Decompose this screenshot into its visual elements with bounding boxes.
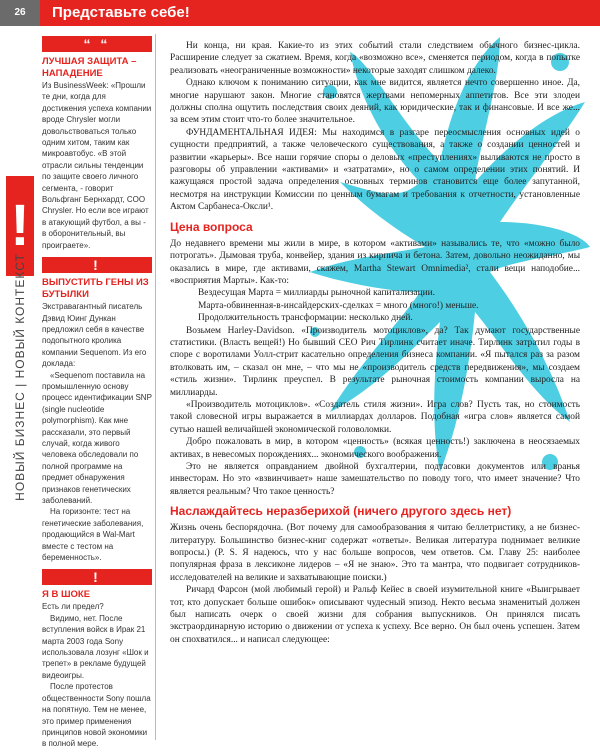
vertical-strip <box>0 26 40 750</box>
list-item: Марта-обвиненная-в-инсайдерских-сделках = много (много!) меньше. <box>198 300 479 311</box>
article-paragraph: Ричард Фарсон (мой любимый герой) и Ральф Кейес в своей изумительной книге «Выигрывает тот, кто допускает больше ошибок» описывают чудесный эпизод. Некто весьма знаменитый должен был написать очерк о своей жизни для собрания выпускников. Он принялся писать экстраординарную историю о движении от успеха к успеху. Все верно. Он был очень успешен. Затем он спохватился... и написал следующее: <box>170 585 580 645</box>
sidebar-paragraph: Экстравагантный писатель Дэвид Юинг Дункан предложил себя в качестве подопытного кролика компании Sequenom. Из его доклада: <box>42 302 147 369</box>
exclamation-icon: ! <box>6 176 34 276</box>
article-paragraph: Это не является оправданием двойной бухгалтерии, подтасовки документов или вранья инвесторам. Но это «взвинчивает» наше замешательство по поводу того, что имеет значение? Что является реальным? Что такое ценность? <box>170 462 580 497</box>
vertical-label-text: НОВЫЙ БИЗНЕС | НОВЫЙ КОНТЕКСТ <box>13 253 27 501</box>
exclamation-icon: ! <box>42 569 152 585</box>
sidebar <box>42 36 152 756</box>
article-paragraph: Ни конца, ни края. Какие-то из этих событий стали следствием обычного бизнес-цикла. Расширение следует за сжатием. Время, когда «возможно все», сменяется периодом, когда в попытке реализовать «неограниченные возможности» некоторые заходят слишком далеко. <box>170 41 580 76</box>
main-article <box>170 40 580 646</box>
sidebar-paragraph: Видимо, нет. После вступления войск в Ирак 21 марта 2003 года Sony использовала лозунг «Шок и трепет» в рекламе будущей видеоигры. <box>42 613 149 680</box>
vertical-section-label <box>8 253 32 501</box>
sidebar-block-3 <box>42 569 152 749</box>
section-heading: Цена вопроса <box>170 219 253 234</box>
sidebar-block-2 <box>42 257 152 563</box>
section-heading: Наслаждайтесь неразберихой (ничего другого здесь нет) <box>170 504 512 519</box>
sidebar-paragraph: Из BusinessWeek: «Прошли те дни, когда для достижения успеха компании вроде Chrysler могли довольствоваться только одним хитом, таким как микроавтобус. «В этой отрасли сильны тенденции по защите своего личного сегмента, - говорит Вольфганг Бернхардт, COO Chrysler. Но если все играют в атакующий футбол, а вы - в оборонительный, вы проиграете». <box>42 81 152 250</box>
article-paragraph: ФУНДАМЕНТАЛЬНАЯ ИДЕЯ: Мы находимся в разгаре переосмысления основных идей о сущности предприятий, а также человеческого существования, а также о создании ценностей и развитии «карьеры». Все наши горячие споры о деловых «преступлениях» выливаются не просто в разговоры об управлении «активами» и «затратами», но о самом определении этих понятий. И кажущаяся простой задача определения основных терминов становится еще более запутанной, несмотря на инструкции Комиссии по ценным бумагам и требования к отчетности, установленные Актом Сарбанеса-Оксли¹. <box>170 127 580 213</box>
article-paragraph: До недавнего времени мы жили в мире, в котором «активами» назывались те, что «можно было потрогать». Дымовая труба, конвейер, здания из кирпича и бетона. Затем, довольно неожиданно, мы оказались в мире, где активами, скажем, Martha Stewart Omnimedia², стали вещи наподобие... «восприятия Марты». Как-то: <box>170 238 580 286</box>
sidebar-heading: ЛУЧШАЯ ЗАЩИТА – НАПАДЕНИЕ <box>42 56 137 79</box>
sidebar-heading: ВЫПУСТИТЬ ГЕНЫ ИЗ БУТЫЛКИ <box>42 277 149 301</box>
article-paragraph: Возьмем Harley-Davidson. «Производитель мотоциклов», да? Так думают государственные статистики. (Власть вещей!) Но бывший CEO Рич Тирлинк считает иначе. Тирлинк затратил годы в споре с воротилами Уолл-стрит касательно определения бизнеса компании. «Я пытался раз за разом втолковать им, – сказал он мне, – что мы не «производитель средств передвижения», мы создаем «стиль жизни». Тирлинк преуспел. В результате рыночная стоимость компании выросла на миллиарды. <box>170 325 580 398</box>
exclamation-icon: ! <box>42 257 152 273</box>
chapter-title: Представьте себе! <box>52 4 190 21</box>
list-item: Вездесущая Марта = миллиарды рыночной капитализации. <box>198 288 435 299</box>
page-header <box>0 0 600 26</box>
page-number: 26 <box>0 0 40 26</box>
article-paragraph: «Производитель мотоциклов». «Создатель стиля жизни». Игра слов? Пусть так, но стоимость такой словесной игры выражается в миллиардах долларов. Подобная «игра слов» является самой сутью нашей величайшей экономической головоломки. <box>170 399 580 435</box>
sidebar-heading: Я В ШОКЕ <box>42 589 91 601</box>
sidebar-paragraph: На горизонте: тест на генетические заболевания, продающийся в Wal-Mart вместе с тестом на беременность». <box>42 507 144 563</box>
article-paragraph: Жизнь очень беспорядочна. (Вот почему для самообразования я читаю беллетристику, а не бизнес-литературу. Большинство бизнес-книг содержат «ответы». Великая литература поднимает великие вопросы.) (P. S. Я надеюсь, что у нас больше вопросов, чем ответов. См. Главу 25: наиболее популярная фраза в лексиконе лидеров – «Я не знаю». Это та мантра, что подвигает сотрудников-исследователей на великие и захватывающие поиски.) <box>170 523 580 583</box>
sidebar-paragraph: После протестов общественности Sony пошла на попятную. Тем не менее, это пример применения принципов новой экономики в полной мере. <box>42 682 151 749</box>
article-paragraph: Добро пожаловать в мир, в котором «ценность» (всякая ценность!) заключена в неосязаемых активах, в невесомых порождениях... экономического воображения. <box>170 437 580 460</box>
column-divider <box>155 34 156 740</box>
article-paragraph: Однако ключом к пониманию ситуации, как мне видится, является нечто совершенно иное. Да, многие нарушают закон. Многие становятся жертвами непомерных аппетитов. Все эти злодеи должны сполна ощутить последствия своих деяний, как юридические, так и финансовые. И все же... за всем этим стоит что-то более значительное. <box>170 78 580 126</box>
list-item: Продолжительность трансформации: несколько дней. <box>198 313 413 324</box>
sidebar-block-1 <box>42 36 152 251</box>
sidebar-paragraph: «Sequenom поставила на промышленную основу процесс идентификации SNP (single nucleotide polymorphism). Как мне рассказали, это первый случай, когда живого человека обследовали по полной программе на предмет обнаружения признаков генетических заболеваний. <box>42 370 152 505</box>
sidebar-paragraph: Есть ли предел? <box>42 602 104 612</box>
quote-icon: “ “ <box>42 36 152 52</box>
